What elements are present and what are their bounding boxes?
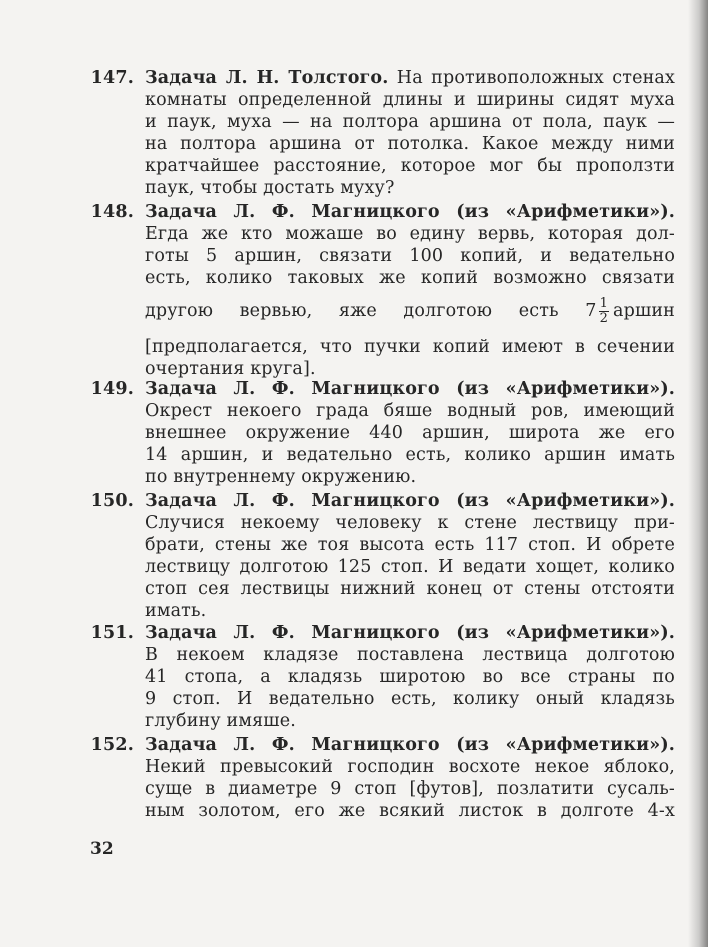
problem-line: Случися некоему человеку к стене лествицу при- <box>145 513 675 533</box>
problem-number: 152. <box>90 735 134 755</box>
problem-line: есть, колико таковых же копий возможно связати <box>145 268 675 288</box>
problem-line: на полтора аршина от потолка. Какое между ними <box>145 134 675 154</box>
problem-title: Задача Л. Н. Толстого. <box>145 68 389 88</box>
fraction: $\frac{1}{2}$ <box>599 296 609 326</box>
problem-line: стоп сея лествицы нижний конец от стены отстояти <box>145 579 675 599</box>
problem-number: 151. <box>90 623 134 643</box>
problem-title: Задача Л. Ф. Магницкого (из «Арифметики»). <box>145 623 675 643</box>
problem-line: лествицу долготою 125 стоп. И ведати хощет, колико <box>145 557 675 577</box>
problem-number: 148. <box>90 202 134 222</box>
problem-line: Задача Л. Н. Толстого. На противоположных стенах <box>145 68 675 88</box>
problem-line: суще в диаметре 9 стоп [футов], позлатити сусаль- <box>145 779 675 799</box>
page-edge-shadow <box>688 0 708 947</box>
problem-number: 147. <box>90 68 134 88</box>
problem-line: Некий превысокий господин восхоте некое яблоко, <box>145 757 675 777</box>
problem-line: по внутреннему окружению. <box>145 467 417 487</box>
problem-title: Задача Л. Ф. Магницкого (из «Арифметики»). <box>145 735 675 755</box>
problem-line: готы 5 аршин, связати 100 копий, и ведательно <box>145 246 675 266</box>
problem-line: комнаты определенной длины и ширины сидят муха <box>145 90 675 110</box>
problem-line: [предполагается, что пучки копий имеют в сечении <box>145 337 675 357</box>
page-number: 32 <box>90 839 114 859</box>
problem-line: имать. <box>145 601 207 621</box>
problem-line: 14 аршин, и ведательно есть, колико аршин имать <box>145 445 675 465</box>
problem-line: другою вервью, яже долготою есть 7 $\frac{1}{2}$ аршин <box>145 296 675 326</box>
problem-line: внешнее окружение 440 аршин, широта же его <box>145 423 675 443</box>
problem-line: паук, чтобы достать муху? <box>145 178 395 198</box>
problem-line: кратчайшее расстояние, которое мог бы проползти <box>145 156 675 176</box>
problem-title: Задача Л. Ф. Магницкого (из «Арифметики»). <box>145 379 675 399</box>
problem-line: 9 стоп. И ведательно есть, колику оный кладязь <box>145 689 675 709</box>
problem-line: ным золотом, его же всякий листок в долготе 4-х <box>145 801 675 821</box>
problem-number: 150. <box>90 491 134 511</box>
problem-line: очертания круга]. <box>145 359 316 379</box>
problem-line: В некоем кладязе поставлена лествица долготою <box>145 645 675 665</box>
problem-line: Окрест некоего града бяше водный ров, имеющий <box>145 401 675 421</box>
problem-title: Задача Л. Ф. Магницкого (из «Арифметики»). <box>145 491 675 511</box>
problem-line: глубину имяше. <box>145 711 296 731</box>
problem-line: 41 стопа, а кладязь широтою во все страны по <box>145 667 675 687</box>
problem-line: Егда же кто можаше во едину вервь, которая дол- <box>145 224 675 244</box>
problem-title: Задача Л. Ф. Магницкого (из «Арифметики»). <box>145 202 675 222</box>
problem-line: брати, стены же тоя высота есть 117 стоп. И обрете <box>145 535 675 555</box>
problem-number: 149. <box>90 379 134 399</box>
problem-line: и паук, муха — на полтора аршина от пола, паук — <box>145 112 675 132</box>
